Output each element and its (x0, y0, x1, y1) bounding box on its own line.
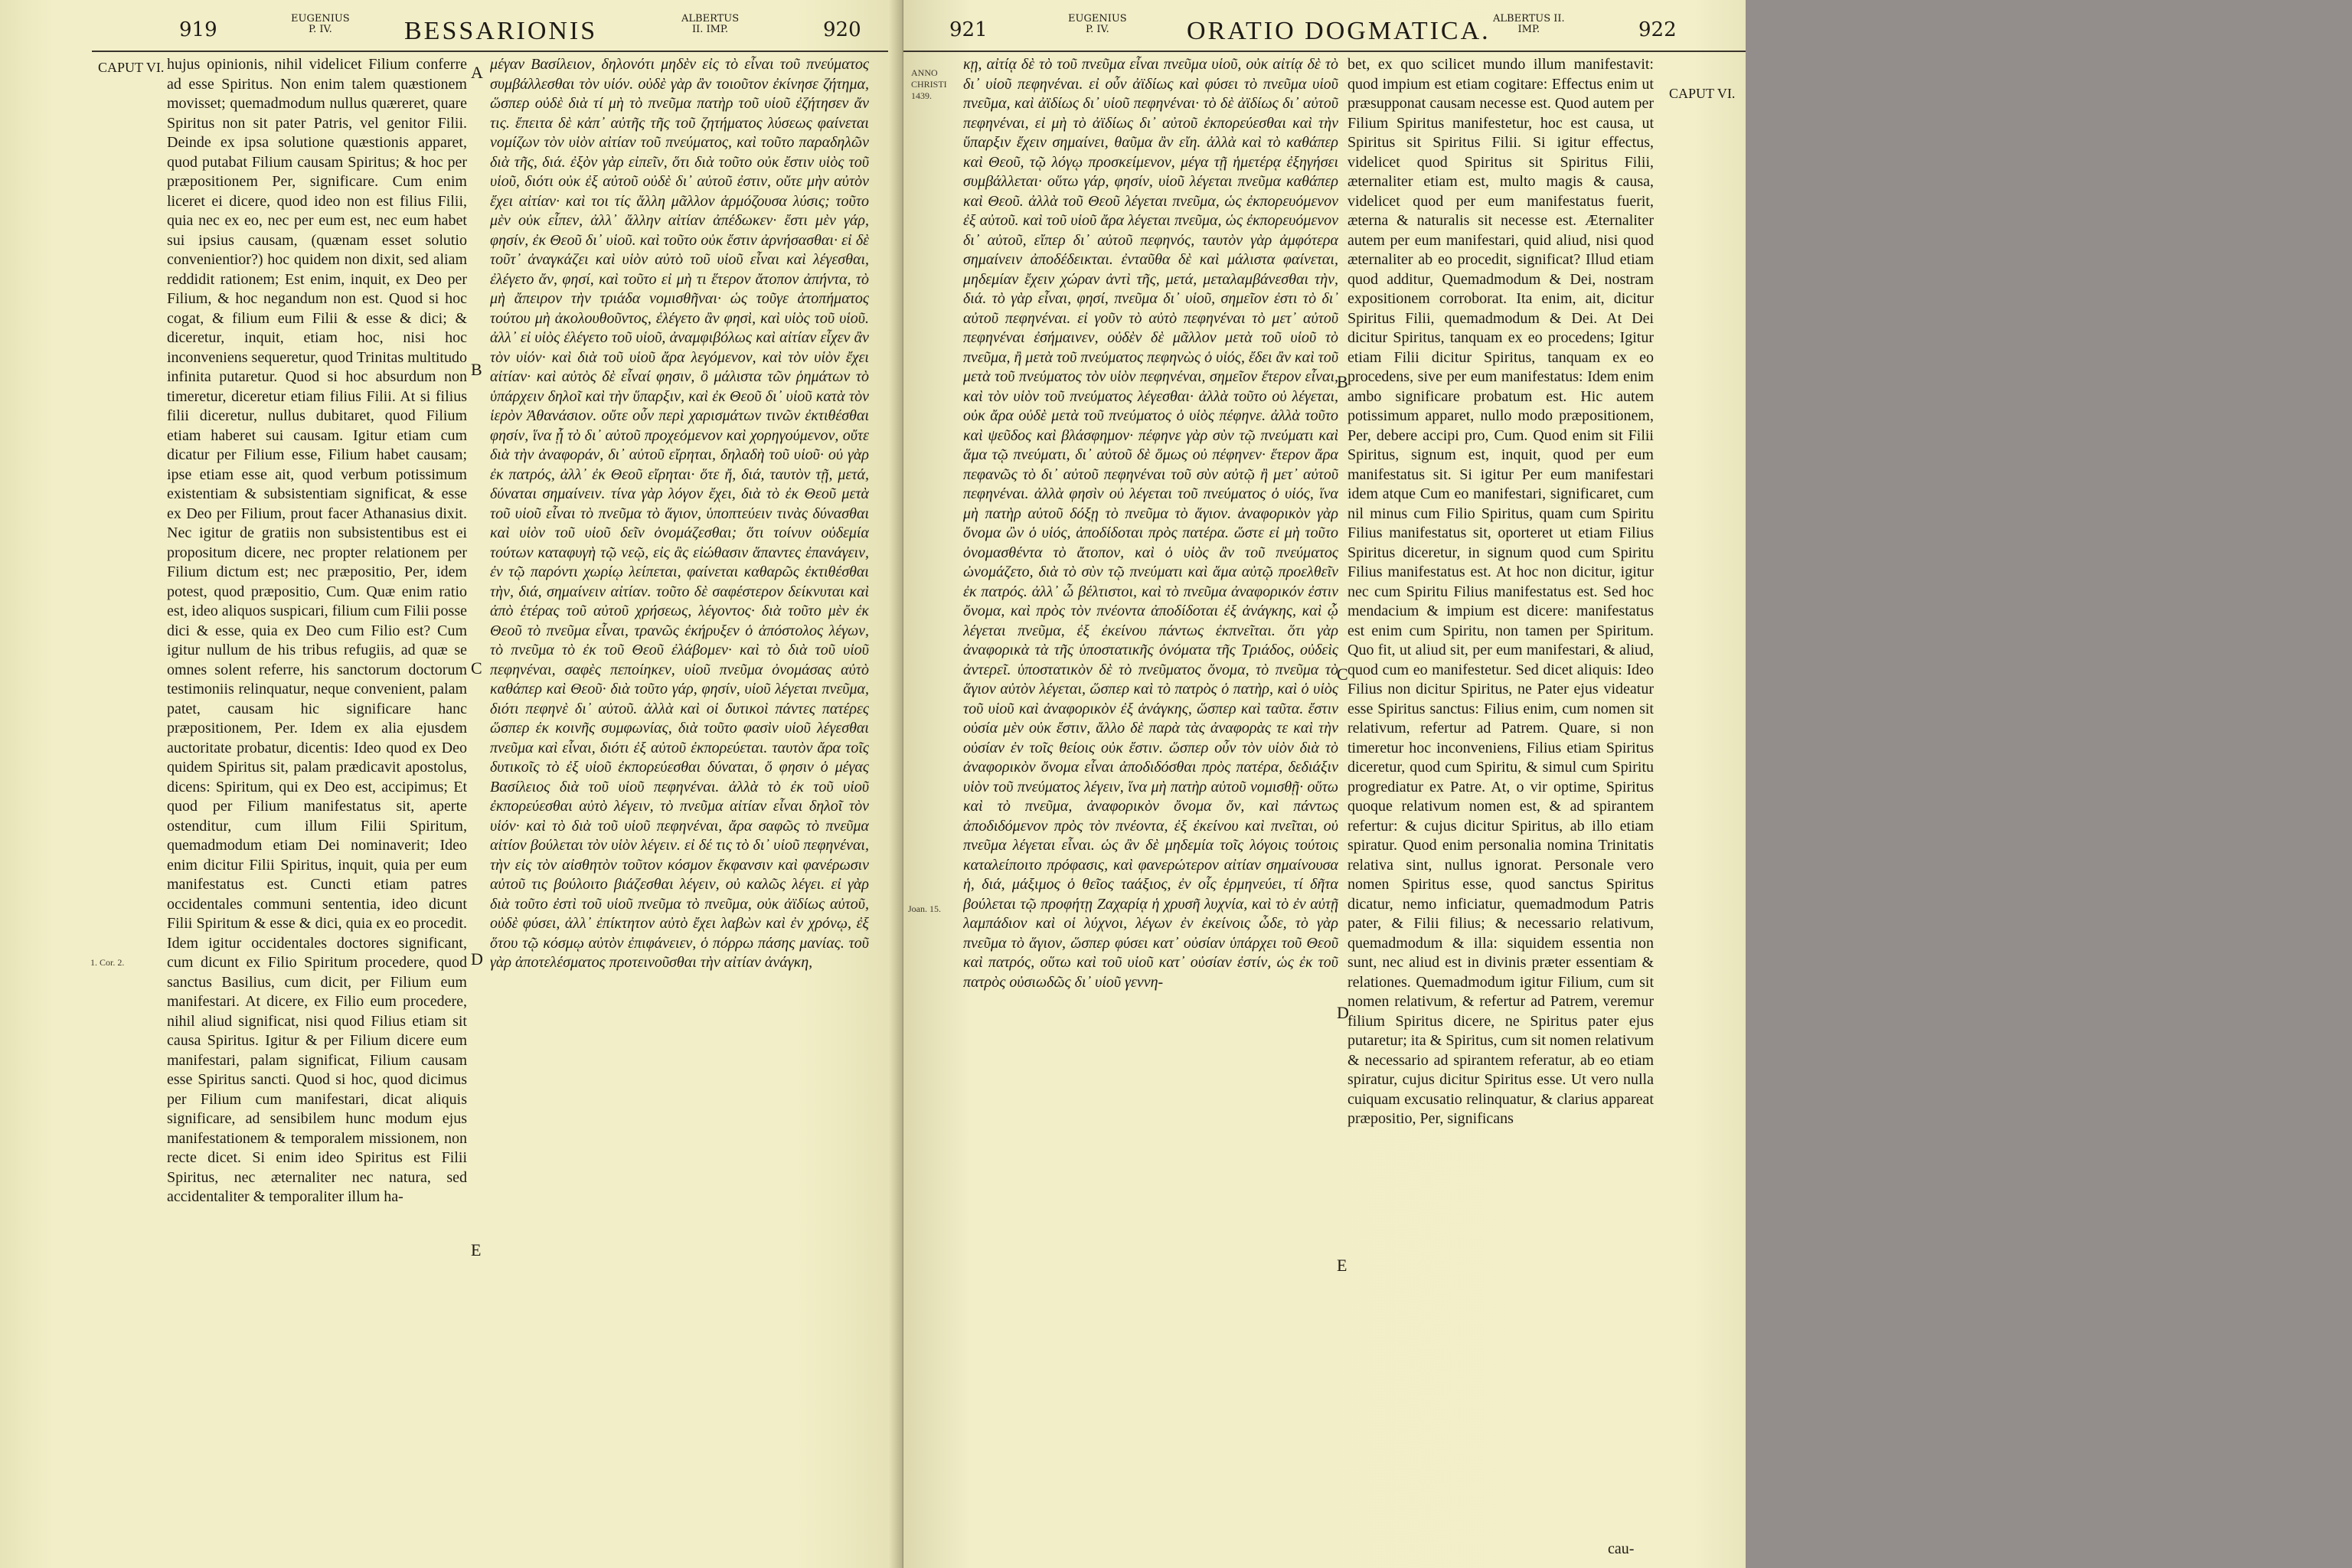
header-eugenius-right: EUGENIUS P. IV. (1068, 13, 1127, 35)
greek-text: μέγαν Βασίλειον, δηλονότι μηδὲν εἰς τὸ εἶναι τοῦ πνεύματος συμβάλλεσθαι τὸν υἱόν. οὐδὲ γὰρ ἂν τοιοῦτον ἐκίνησε ζήτημα, ὥσπερ οὐδὲ διὰ τί μὴ τὸ πνεῦμα πατὴρ τοῦ υἱοῦ ἐζήτησεν ἄν τις. ἔπειτα δὲ κἀπ᾽ αὐτῆς τῆς τοῦ ζητήματος λύσεως φαίνεται νομίζων τὸν υἱὸν αἰτίαν τοῦ πνεύματος, καὶ τοῦτο παραδηλῶν διὰ τῆς, διά. ἐξὸν γὰρ εἰπεῖν, ὅτι διὰ τοῦτο οὐκ ἔστιν υἱὸς τοῦ υἱοῦ, διότι οὐκ ἐξ αὐτοῦ οὐδὲ δι᾽ αὐτοῦ ἐστιν, οὔτε μὴν αὐτὸν ἔχει αἰτίαν· καὶ τοι τίς ἄλλη μᾶλλον ἁρμόζουσα λύσις; τοῦτο μὲν οὐκ εἶπεν, ἀλλ᾽ ἄλλην αἰτίαν ἀπέδωκεν· ἔστι μὲν γάρ, φησίν, ἐκ Θεοῦ δι᾽ υἱοῦ. καὶ τοῦτο οὐκ ἔστιν ἀρνήσασθαι· εἰ δὲ τοῦτ᾽ ἀναγκάζει καὶ υἱὸν αὐτὸ τοῦ υἱοῦ εἶναι καὶ λέγεσθαι, ἐλέγετο ἄν, φησί, καὶ τοῦτο εἰ μὴ τι ἕτερον ἄτοπον ἀπήντα, τὸ μὴ ἄπειρον τὴν τριάδα νομισθῆναι· ὡς τοῦγε ἀτοπήματος τούτου μὴ ἀκολουθοῦντος, ἐλέγετο ἂν φησὶ, καὶ υἱὸς τοῦ υἱοῦ. ἀλλ᾽ εἰ υἱὸς ἐλέγετο τοῦ υἱοῦ, ἀναμφιβόλως καὶ αἰτίαν εἶχεν ἂν τὸν υἱόν· καὶ διὰ τοῦ υἱοῦ ἄρα λεγόμενον, καὶ τὸν υἱὸν ἔχει αἰτίαν· καὶ αὐτὸς δὲ εἶναί φησιν, ὃ μάλιστα τῶν ῥημάτων τὸ ὑπάρχειν δηλοῖ καὶ τὴν ὕπαρξιν, καὶ ἐκ Θεοῦ δι᾽ υἱοῦ κατὰ τὸν ἱερὸν Ἀθανάσιον. οὔτε οὖν περὶ χαρισμάτων τινῶν ἐκτιθέσθαι φησίν, ἵνα ᾖ τὸ δι᾽ αὐτοῦ προχεόμενον καὶ χορηγούμενον, οὔτε διὰ τὴν ἀναφοράν, δι᾽ αὐτοῦ εἴρηται, δηλαδὴ τοῦ υἱοῦ· οὐ γὰρ ἐκ πατρός, ἀλλ᾽ ἐκ Θεοῦ εἴρηται· ὅτε ἤ, διά, ταυτὸν τῇ, μετά, δύναται σημαίνειν. τίνα γὰρ λόγον ἔχει, διὰ τὸ ἐκ Θεοῦ μετὰ τοῦ υἱοῦ εἶναι τὸ πνεῦμα τὸ ἅγιον, ὑποπτεύειν τινὰς δύνασθαι καὶ υἱὸν τοῦ υἱοῦ δεῖν ὀνομάζεσθαι; ὅτι τοίνυν οὐδεμία τούτων καταφυγὴ τῷ νεῷ, εἰς ἃς εἰώθασιν ἅπαντες ἐπανάγειν, ἐν τῷ παρόντι χωρίῳ λείπεται, φαίνεται καθαρῶς ἐκτιθέσθαι τὴν, διά, σημαίνειν αἰτίαν. τοῦτο δὲ σαφέστερον δείκνυται καὶ ἀπὸ ἑτέρας τοῦ αὐτοῦ χρήσεως, λέγοντος· διὰ τοῦτο μὲν ἐκ Θεοῦ τὸ πνεῦμα εἶναι, τρανῶς ἐκήρυξεν ὁ ἀπόστολος λέγων, τὸ πνεῦμα τὸ ἐκ τοῦ Θεοῦ ἐλάβομεν· καὶ τὸ διὰ τοῦ υἱοῦ πεφηνέναι, σαφὲς πεποίηκεν, υἱοῦ πνεῦμα ὀνομάσας αὐτὸ καθάπερ καὶ Θεοῦ· διὰ τοῦτο γάρ, φησίν, υἱοῦ λέγεται πνεῦμα, διότι πεφηνὲ δι᾽ αὐτοῦ. ἀλλὰ καὶ οἱ δυτικοὶ πάντες πατέρες ὥσπερ ἐκ κοινῆς συμφωνίας, διὰ τοῦτο φασὶν υἱοῦ λέγεσθαι πνεῦμα καὶ εἶναι, διότι ἐξ αὐτοῦ ἐκπορεύεται. ταυτὸν ἄρα τοῖς δυτικοῖς τὸ ἐξ υἱοῦ ἐκπορεύεσθαι δύναται, ὅ φησιν ὁ μέγας Βασίλειος διὰ τοῦ υἱοῦ πεφηνέναι. ἀλλὰ τὸ ἐκ τοῦ υἱοῦ ἐκπορεύεσθαι αὐτὸ λέγειν, τὸ πνεῦμα αἰτίαν εἶναι δηλοῖ τὸν υἱόν· καὶ τὸ διὰ τοῦ υἱοῦ πεφηνέναι, ἄρα σαφῶς τὸ πνεῦμα αἰτίον βούλεται τὸν υἱὸν λέγειν. εἰ δέ τις τὸ δι᾽ υἱοῦ πεφηνέναι, τὴν εἰς τὸν αἰσθητὸν τοῦτον κόσμον ἔκφανσιν καὶ φανέρωσιν αὐτοῦ τις βούλοιτο βιάζεσθαι λέγειν, οὐ καλῶς λέγει. εἰ γὰρ διὰ τοῦτο ἐστὶ τοῦ υἱοῦ πνεῦμα τὸ πνεῦμα, οὐκ ἀϊδίως αὐτοῦ, οὐδὲ φύσει, ἀλλ᾽ ἐπίκτητον αὐτὸ ἔχει λαβὼν καὶ ἐν χρόνῳ, ἐξ ὅτου τῷ κόσμῳ αὐτὸν ἐπιφάνειεν, ὁ πόρρω πάσης μανίας. τοῦ γὰρ ἀποτελέσματος προτεινοῦσθαι τὴν αἰτίαν ἀνάγκη, (490, 56, 869, 971)
header-eugenius: EUGENIUS P. IV. (291, 13, 350, 35)
margin-reference: 1. Cor. 2. (90, 957, 125, 968)
greek-column-right (963, 55, 1338, 1556)
latin-text: hujus opinionis, nihil videlicet Filium conferre ad esse Spiritus. Non enim talem quæstionem movisset; quemadmodum nullus quæreret, quare Spiritus non sit pater Patris, vel genitor Filii. Deinde ex ipsa solutione quæstionis apparet, quod putabat Filium causam Spiritus; & hoc per præpositionem Per, significare. Cum enim liceret ei dicere, quod ideo non est filius Filii, quia nec ex eo, nec per eum est, nec eum habet sui ipsius causam, (quænam esset solutio convenientior?) hoc quidem non dixit, sed aliam reddidit rationem; Est enim, inquit, ex Deo per Filium, & hoc negandum non est. Quod si hoc cogat, & filium eum Filii & esse & dici; & diceretur, inquit, etiam hoc, nisi hoc inconveniens sequeretur, quod Trinitas multitudo infinita putaretur. Quod si hoc absurdum non timeretur, diceretur etiam filius Filii. At si filius filii diceretur, nullus dubitaret, quod Filium etiam haberet sui causam. Igitur etiam cum dicatur per Filium esse, Filium habet causam; ipse etiam esse ait, quod verbum potissimum existentiam & subsistentiam significat, & esse ex Deo per Filium, prout facer Athanasius dixit. Nec igitur de gratiis non subsistentibus est ei propositum dicere, nec propter relationem per Filium dictum est; nec præpositio, Per, idem potest, quod præpositio, Cum. Quæ enim ratio est, ideo aliquos suspicari, filium cum Filii posse dici & esse, quia ex Deo cum Filio est? Cum igitur nullum de his tribus refugiis, ad quæ se omnes solent referre, his sanctorum doctorum testimoniis relinquatur, neque convenient, palam patet, causam hic significare hanc præpositionem, Per. Idem ex alia ejusdem auctoritate probatur, dicentis: Ideo quod ex Deo quidem Spiritus sit, palam prædicavit apostolus, dicens: Spiritum, qui ex Deo est, accipimus; Et quod per Filium manifestatus sit, aperte ostenditur, cum illum Filii Spiritum, quemadmodum etiam Dei nominaverit; Ideo enim dicitur Filii Spiritus, inquit, quia per eum manifestatus est. Cuncti etiam patres occidentales communi sententia, ideo dicunt Filii Spiritum & esse & dici, quia ex eo procedit. Idem igitur occidentales doctores significant, cum dicunt ex Filio Spiritum procedere, quod sanctus Basilius, cum dicit, per Filium eum manifestari. At dicere, ex Filio eum procedere, nihil aliud significat, nisi quod Filius etiam sit causa Spiritus. Igitur & per Filium dicere eum manifestari, palam significat, Filium causam esse Spiritus sancti. Quod si hoc, quod dicimus per Filium cum manifestari, dicat aliquis significare, ad sensibilem hunc modum ejus manifestationem & temporalem missionem, non recte dicet. Si enim ideo Spiritus est Filii Spiritus, nec æternaliter nec natura, sed accidentaliter & temporaliter illum ha- (167, 56, 467, 1205)
page-title-bessarionis: BESSARIONIS (404, 17, 598, 45)
header-rule-right (903, 51, 1746, 52)
latin-column-right (1348, 55, 1654, 1556)
latin-text-right: bet, ex quo scilicet mundo illum manifestavit: quod impium est etiam cogitare: Effectus enim ut præsupponat causam necesse est. Quod autem per Filium Spiritus manifestetur, hoc est causa, ut Spiritus sit Spiritus Filii. Si igitur effectus, videlicet quod Spiritus sit Spiritus Filii, æternaliter etiam est, multo magis & causa, videlicet quod per eum manifestatus fuerit, æterna & naturalis sit necesse est. Æternaliter autem per eum manifestari, quid aliud, nisi quod æternaliter ab eo procedit, significat? Illud etiam quod additur, Quemadmodum & Dei, nostram expositionem corroborat. Ita enim, ait, dicitur Spiritus Filii, quemadmodum & Dei. At Dei dicitur Spiritus, tanquam ex eo procedens; Igitur etiam Filii dicitur Spiritus, tanquam ex eo procedens, sive per eum manifestatus: Idem enim ambo significare probatum est. Hic autem potissimum apparet, nullo modo præpositionem, Per, debere accipi pro, Cum. Quod enim sit Filii Spiritus, signum est, inquit, quod per eum manifestatus sit. Si igitur Per eum manifestari idem atque Cum eo manifestari, significaret, cum nil minus cum Filio Spiritus, quam cum Spiritu Filius manifestatus sit, oporteret ut etiam Filius Spiritus diceretur, in signum quod cum Spiritu Filius manifestatus est. At hoc non dicitur, igitur nec cum Spiritu Filius manifestatus est. Sed hoc mendacium & impium est dicere: manifestatus est enim cum Spiritu, non tamen per Spiritum. Quo fit, ut aliud sit, per eum manifestari, & aliud, quod cum eo manifestetur. Sed dicet aliquis: Ideo Filius non dicitur Spiritus, ne Pater ejus videatur esse Spiritus sanctus: Filius enim, cum nomen sit relativum, refertur ad Patrem. Quare, si non timeretur hoc inconveniens, Filius etiam Spiritus diceretur, quod cum Spiritu, & simul cum Spiritu progrediatur ex Patre. At, o vir optime, Spiritus quoque relativum nomen est, & ad spirantem refertur: & cujus dicitur Spiritus, ab illo etiam spiratur. Quod enim personalia nomina Trinitatis relativa sint, nullus ignorat. Personale vero nomen Spiritus esse, quod sanctus Spiritus dicatur, nemo inficiatur, quemadmodum Patris pater, & Filii filius; & necessario relativum, quemadmodum & illa: siquidem essentia non sunt, nec aliud est in divinis præter essentiam & relationes. Quemadmodum igitur Filium, cum sit nomen relativum, & refertur ad Patrem, veremur filium Spiritus dicere, ne Spiritus pater ejus putaretur; ita & Spiritus, cum sit nomen relativum & necessario ad spirantem referatur, ab eo etiam spiratur, cujus dicitur Spiritus esse. Ut vero nulla cuiquam excusatio relinquatur, & clarius appareat præpositio, Per, significans (1348, 56, 1654, 1127)
anno-christi-note: ANNO CHRISTI 1439. (911, 67, 947, 101)
section-letter-e-right: E (1337, 1256, 1348, 1275)
section-letter-d: D (471, 949, 483, 969)
header-albertus-right: ALBERTUS II. IMP. (1493, 13, 1565, 35)
right-page (903, 0, 1746, 1568)
catchword: cau- (1608, 1540, 1635, 1557)
left-page (0, 0, 903, 1568)
section-letter-c-right: C (1337, 665, 1348, 684)
background-surface (1746, 0, 2352, 1568)
header-rule (92, 51, 903, 52)
header-albertus: ALBERTUS II. IMP. (681, 13, 740, 35)
section-letter-e: E (471, 1240, 482, 1259)
section-letter-d-right: D (1337, 1003, 1349, 1022)
page-title-oratio: ORATIO DOGMATICA. (1187, 17, 1491, 45)
margin-reference-right: Joan. 15. (908, 903, 941, 914)
page-number-920: 920 (823, 18, 861, 41)
section-letter-b-right: B (1337, 372, 1348, 391)
page-number-921: 921 (949, 18, 988, 41)
section-letter-a: A (471, 63, 483, 82)
section-letter-c: C (471, 658, 482, 678)
caput-label-right: CAPUT VI. (1669, 86, 1736, 101)
page-number-922: 922 (1638, 18, 1677, 41)
page-number-919: 919 (179, 18, 217, 41)
section-letter-b: B (471, 360, 482, 379)
greek-text-right: κῃ, αἰτίᾳ δὲ τὸ τοῦ πνεῦμα εἶναι πνεῦμα υἱοῦ, οὐκ αἰτίᾳ δὲ τὸ δι᾽ υἱοῦ πεφηνέναι. εἰ οὖν ἀϊδίως καὶ φύσει τὸ πνεῦμα υἱοῦ πνεῦμα, καὶ ἀϊδίως δι᾽ υἱοῦ πεφηνέναι· τὸ δὲ ἀϊδίως δι᾽ αὐτοῦ πεφηνέναι, εἰ μὴ τὸ ἀϊδίως δι᾽ αὐτοῦ ἐκπορεύεσθαι καὶ τὴν ὕπαρξιν ἔχειν σημαίνει, θαῦμα ἂν εἴη. ἀλλὰ καὶ τὸ καθάπερ καὶ Θεοῦ, τῷ λόγῳ προσκείμενον, μέγα τῇ ἡμετέρᾳ ἐξηγήσει συμβάλλεται· οὕτω γάρ, φησίν, υἱοῦ λέγεται πνεῦμα καθάπερ καὶ Θεοῦ. ἀλλὰ τοῦ Θεοῦ λέγεται πνεῦμα, ὡς ἐκπορευόμενον ἐξ αὐτοῦ. καὶ τοῦ υἱοῦ ἄρα λέγεται πνεῦμα, ὡς ἐκπορευόμενον δι᾽ αὐτοῦ, εἴπερ δι᾽ αὐτοῦ πεφηνός, ταυτὸν γὰρ ἀμφότερα σημαίνειν ἀποδέδεικται. ἐνταῦθα δὲ καὶ μάλιστα φαίνεται, μηδεμίαν ἔχειν χώραν ἀντὶ τῆς, μετά, μεταλαμβάνεσθαι τὴν, διά. τὸ γὰρ εἶναι, φησί, πνεῦμα δι᾽ υἱοῦ, σημεῖον ἐστι τὸ δι᾽ αὐτοῦ πεφηνέναι. εἰ γοῦν τὸ αὐτὸ πεφηνέναι τὸ μετ᾽ αὐτοῦ πεφηνέναι ἐσήμαινεν, οὐδὲν δὲ μᾶλλον μετὰ τοῦ υἱοῦ τὸ πνεῦμα, ἢ μετὰ τοῦ πνεύματος πεφηνὼς ὁ υἱός, ἔδει ἂν καὶ τοῦ μετὰ τοῦ πνεύματος τὸν υἱὸν πεφηνέναι, σημεῖον ἕτερον εἶναι, καὶ τὸν υἱὸν τοῦ πνεύματος λέγεσθαι· ἀλλὰ τοῦτο οὐ λέγεται, οὐκ ἄρα οὐδὲ μετὰ τοῦ πνεύματος ὁ υἱὸς πέφηνε. ἀλλὰ τοῦτο καὶ ψεῦδος καὶ βλάσφημον· πέφηνε γὰρ σὺν τῷ πνεύματι καὶ ἅμα τῷ πνεύματι, δι᾽ αὐτοῦ δὲ ὅμως οὐ πέφηνεν· ἕτερον ἄρα πεφανῶς τὸ δι᾽ αὐτοῦ πεφηνέναι τοῦ σὺν αὐτῷ ἢ μετ᾽ αὐτοῦ πεφηνέναι. ἀλλὰ φησὶν οὐ λέγεται τοῦ πνεύματος ὁ υἱός, ἵνα μὴ πατὴρ αὐτοῦ δόξῃ τὸ πνεῦμα τὸ ἅγιον. ἀναφορικὸν γὰρ ὄνομα ὢν ὁ υἱός, ἀποδίδοται πρὸς πατέρα. ὥστε εἰ μὴ τοῦτο ὀνομασθέντα τὸ ἄτοπον, καὶ ὁ υἱὸς ἂν τοῦ πνεύματος ὠνομάζετο, διὰ τὸ σὺν τῷ πνεύματι καὶ ἅμα αὐτῷ προελθεῖν ἐκ πατρός. ἀλλ᾽ ὦ βέλτιστοι, καὶ τὸ πνεῦμα ἀναφορικόν ἐστιν ὄνομα, καὶ πρὸς τὸν πνέοντα ἀποδίδοται ἐξ ἀνάγκης, καὶ ᾧ λέγεται πνεῦμα, ἐξ ἐκείνου πάντως ἐκπνεῖται. ὅτι γὰρ ἀναφορικὰ τὰ τῆς ὑποστατικῆς ὀνόματα τῆς Τριάδος, οὐδεὶς ἀντερεῖ. ὑποστατικὸν δὲ τὸ πνεῦματος ὄνομα, τὸ πνεῦμα τὸ ἅγιον αὐτὸν λέγεται, ὥσπερ καὶ τὸ πατρὸς ὁ πατὴρ, καὶ ὁ υἱὸς τοῦ υἱοῦ καὶ ἀναφορικὸν ἐξ ἀνάγκης, ὥσπερ καὶ ταῦτα. ἔστιν οὐσία μὲν οὐκ ἔστιν, ἄλλο δὲ παρὰ τὰς ἀναφορὰς τε καὶ τὴν οὐσίαν ἐν τοῖς θείοις οὐκ ἔστιν. ὥσπερ οὖν τὸν υἱὸν διὰ τὸ ἀναφορικὸν ὄνομα εἶναι ἀποδιδόσθαι πρὸς πατέρα, δεδιάξιν υἱὸν τοῦ πνεύματος λέγειν, ἵνα μὴ πατὴρ αὐτοῦ νομισθῇ· οὕτω καὶ τὸ πνεῦμα, ἀναφορικὸν ὄνομα ὄν, καὶ πάντως ἀποδιδόμενον πρὸς τὸν πνέοντα, ἐξ ἐκείνου καὶ πνεῖται, οὐ πνεῦμα λέγεται εἶναι. ὡς ἂν δὲ μηδεμία τοῖς λόγοις τούτοις καταλείποιτο πρόφασις, καὶ φανερώτερον αἰτίαν σημαίνουσα ἡ, διά, μάξιμος ὁ θεῖος ταάξιος, ἐν οἷς ἑρμηνεύει, τί δῆτα βούλεται τῷ προφήτῃ Ζαχαρίᾳ ἡ χρυσῆ λυχνία, καὶ τὸ ἐν αὐτῇ λαμπάδιον καὶ οἱ λύχνοι, λέγων ἐν ἐκείνοις ὧδε, τὸ γὰρ πνεῦμα τὸ ἅγιον, ὥσπερ φύσει κατ᾽ οὐσίαν ὑπάρχει τοῦ Θεοῦ καὶ πατρός, οὕτω καὶ τοῦ υἱοῦ κατ᾽ οὐσίαν ἐστίν, ὡς ἐκ τοῦ πατρὸς οὐσιωδῶς δι᾽ υἱοῦ γεννη- (963, 56, 1338, 991)
greek-column (490, 55, 869, 1556)
latin-column (167, 55, 467, 1556)
caput-label-left: CAPUT VI. (98, 60, 165, 75)
